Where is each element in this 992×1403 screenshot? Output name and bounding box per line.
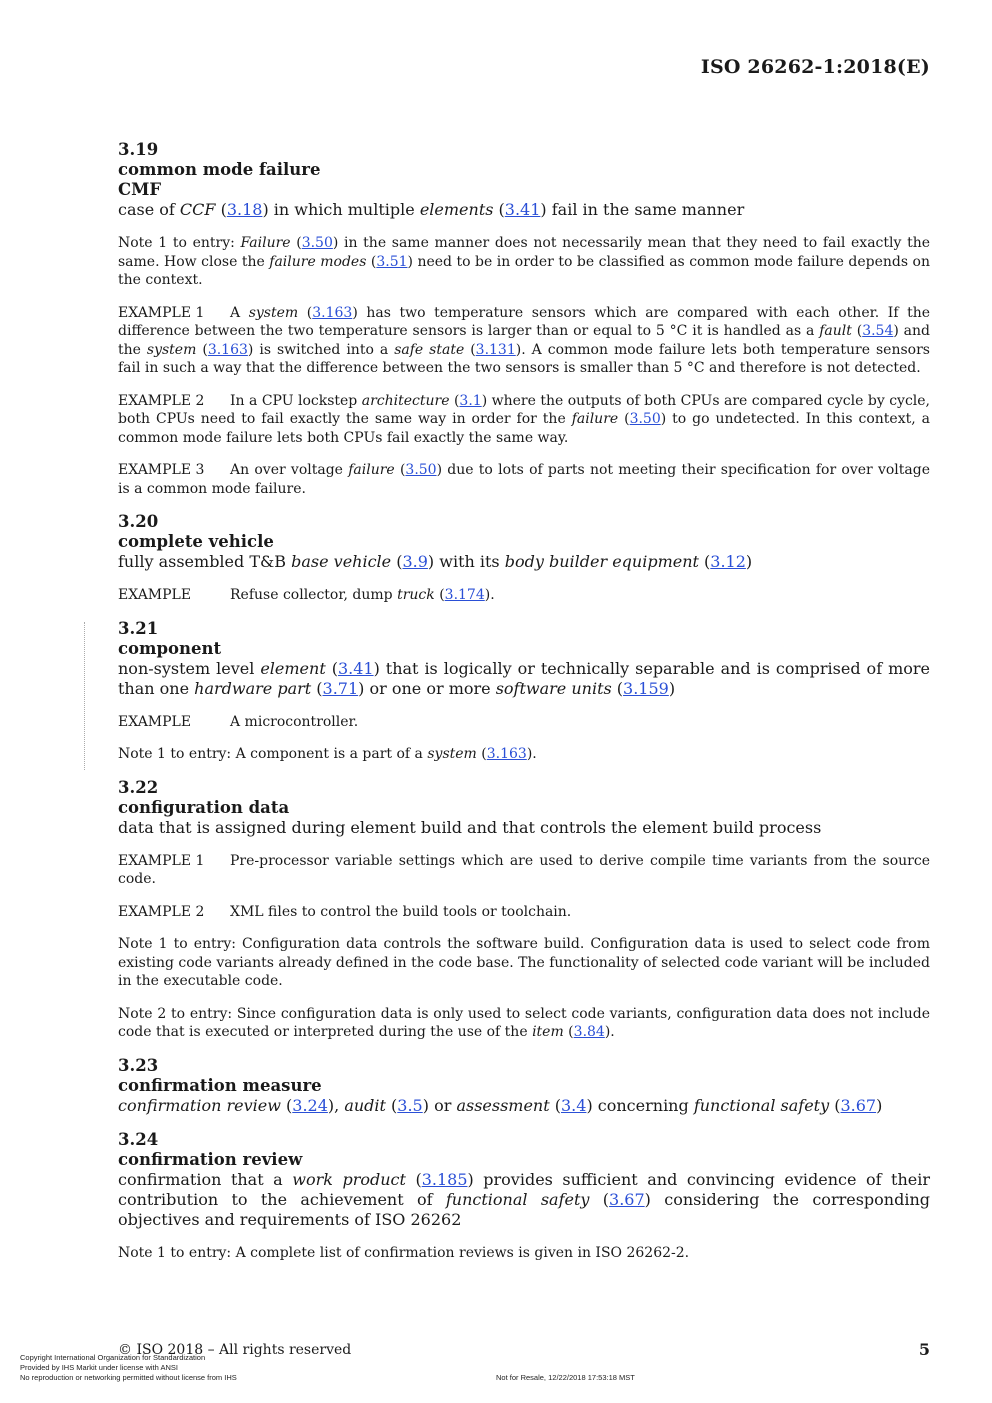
term-3-23 [118,1056,930,1116]
example: EXAMPLE 1 Pre-processor variable settings which are used to derive compile time variants from the source code. [118,852,930,887]
side-margin-mark [84,622,87,770]
note-to-entry: Note 1 to entry: A complete list of confirmation reviews is given in ISO 26262-2. [118,1244,690,1261]
cross-reference-link[interactable]: 3.84 [573,1024,605,1040]
cross-reference-link[interactable]: 3.163 [207,341,248,358]
cross-reference-link[interactable]: 3.18 [226,200,263,219]
term-definition: confirmation review (3.24), audit (3.5) or assessment (3.4) concerning functional safety (3.67) [118,1095,883,1115]
note-to-entry: Note 1 to entry: Failure (3.50) in the same manner does not necessarily mean that they need to fail exactly the same. How close the failure modes (3.51) need to be in order to be classified as common mode failure depends on the context. [118,235,930,288]
term-definition: confirmation that a work product (3.185) provides sufficient and convincing evidence of their contribution to the achievement of functional safety (3.67) considering the corresponding objectives and requirements of ISO 26262 [118,1169,931,1229]
example-label: EXAMPLE [118,587,192,603]
cross-reference-link[interactable]: 3.12 [710,552,746,571]
resale-notice: Not for Resale, 12/22/2018 17:53:18 MST [496,1373,635,1382]
standard-header: ISO 26262-1:2018(E) [700,56,930,78]
example: EXAMPLE A microcontroller. [118,713,359,730]
term-abbreviation: CMF [118,180,162,199]
license-line: No reproduction or networking permitted without license from IHS [20,1373,237,1382]
cross-reference-link[interactable]: 3.1 [459,392,482,409]
license-notice [20,1353,237,1383]
document-body [118,140,930,1276]
cross-reference-link[interactable]: 3.67 [840,1095,877,1115]
cross-reference-link[interactable]: 3.50 [629,411,661,427]
term-definition: case of CCF (3.18) in which multiple elements (3.41) fail in the same manner [118,200,745,219]
example-label: EXAMPLE [118,713,192,730]
example: EXAMPLE 2 In a CPU lockstep architecture (3.1) where the outputs of both CPUs are compared cycle by cycle, both CPUs need to fail exactly the same way in order for the failure (3.50) to go undetected. In this context, a common mode failure lets both CPUs fail exactly the same way. [118,392,930,446]
copyright-notice: © ISO 2018 – All rights reserved [118,1342,352,1358]
cross-reference-link[interactable]: 3.163 [312,304,353,321]
cross-reference-link[interactable]: 3.67 [609,1189,645,1209]
cross-reference-link[interactable]: 3.71 [322,678,359,698]
cross-reference-link[interactable]: 3.41 [337,658,374,678]
cross-reference-link[interactable]: 3.41 [504,200,541,219]
term-definition: data that is assigned during element build and that controls the element build process [118,817,822,837]
term-name: confirmation measure [118,1075,322,1095]
example-label: EXAMPLE 1 [118,304,205,321]
cross-reference-link[interactable]: 3.159 [623,678,669,698]
term-number: 3.23 [118,1055,159,1075]
cross-reference-link[interactable]: 3.9 [402,552,428,571]
term-name: configuration data [118,797,290,817]
term-name: complete vehicle [118,532,274,551]
cross-reference-link[interactable]: 3.163 [486,746,527,762]
example-label: EXAMPLE 3 [118,462,205,478]
term-number: 3.21 [118,618,159,638]
note-to-entry: Note 1 to entry: Configuration data controls the software build. Configuration data is used to select code from existing code variants already defined in the code base. The functionality of selected code variant will be included in the executable code. [118,936,930,989]
cross-reference-link[interactable]: 3.54 [862,323,894,339]
example: EXAMPLE 1 A system (3.163) has two temperature sensors which are compared with each other. If the difference between the two temperature sensors is larger than or equal to 5 °C it is handled as a fault (3.54) and the system (3.163) is switched into a safe state (3.131). A common mode failure lets both temperature sensors fail in such a way that the difference between the two sensors is smaller than 5 °C and therefore is not detected. [118,304,931,376]
cross-reference-link[interactable]: 3.50 [301,235,333,251]
cross-reference-link[interactable]: 3.185 [421,1169,468,1189]
example: EXAMPLE 3 An over voltage failure (3.50) due to lots of parts not meeting their specification for over voltage is a common mode failure. [118,462,931,497]
term-name: component [118,638,222,658]
example: EXAMPLE Refuse collector, dump truck (3.174). [118,587,495,603]
term-name: common mode failure [118,160,321,179]
example-label: EXAMPLE 2 [118,392,205,409]
page-number: 5 [918,1340,930,1359]
term-3-20 [118,512,930,605]
cross-reference-link[interactable]: 3.51 [376,253,408,270]
cross-reference-link[interactable]: 3.174 [444,587,485,603]
term-3-22 [118,778,930,1042]
example-label: EXAMPLE 1 [118,852,205,869]
example: EXAMPLE 2 XML files to control the build tools or toolchain. [118,903,572,920]
note-to-entry: Note 1 to entry: A component is a part of a system (3.163). [118,746,537,762]
term-3-24 [118,1130,930,1263]
note-to-entry: Note 2 to entry: Since configuration data is only used to select code variants, configuration data does not include code that is executed or interpreted during the use of the item (3.84). [118,1005,930,1040]
term-definition: non-system level element (3.41) that is logically or technically separable and is comprised of more than one hardware part (3.71) or one or more software units (3.159) [118,658,930,698]
cross-reference-link[interactable]: 3.24 [292,1095,328,1115]
cross-reference-link[interactable]: 3.131 [475,341,516,358]
cross-reference-link[interactable]: 3.4 [561,1095,587,1115]
license-line: Provided by IHS Markit under license with ANSI [20,1363,178,1372]
term-3-19 [118,140,930,498]
term-number: 3.20 [118,512,159,531]
term-3-21 [118,619,930,764]
cross-reference-link[interactable]: 3.50 [405,462,437,478]
term-definition: fully assembled T&B base vehicle (3.9) with its body builder equipment (3.12) [118,552,753,571]
term-number: 3.19 [118,140,159,159]
term-number: 3.24 [118,1129,159,1149]
license-line: Copyright International Organization for Standardization [20,1353,206,1362]
cross-reference-link[interactable]: 3.5 [397,1095,423,1115]
example-label: EXAMPLE 2 [118,903,205,920]
term-name: confirmation review [118,1149,303,1169]
term-number: 3.22 [118,777,159,797]
